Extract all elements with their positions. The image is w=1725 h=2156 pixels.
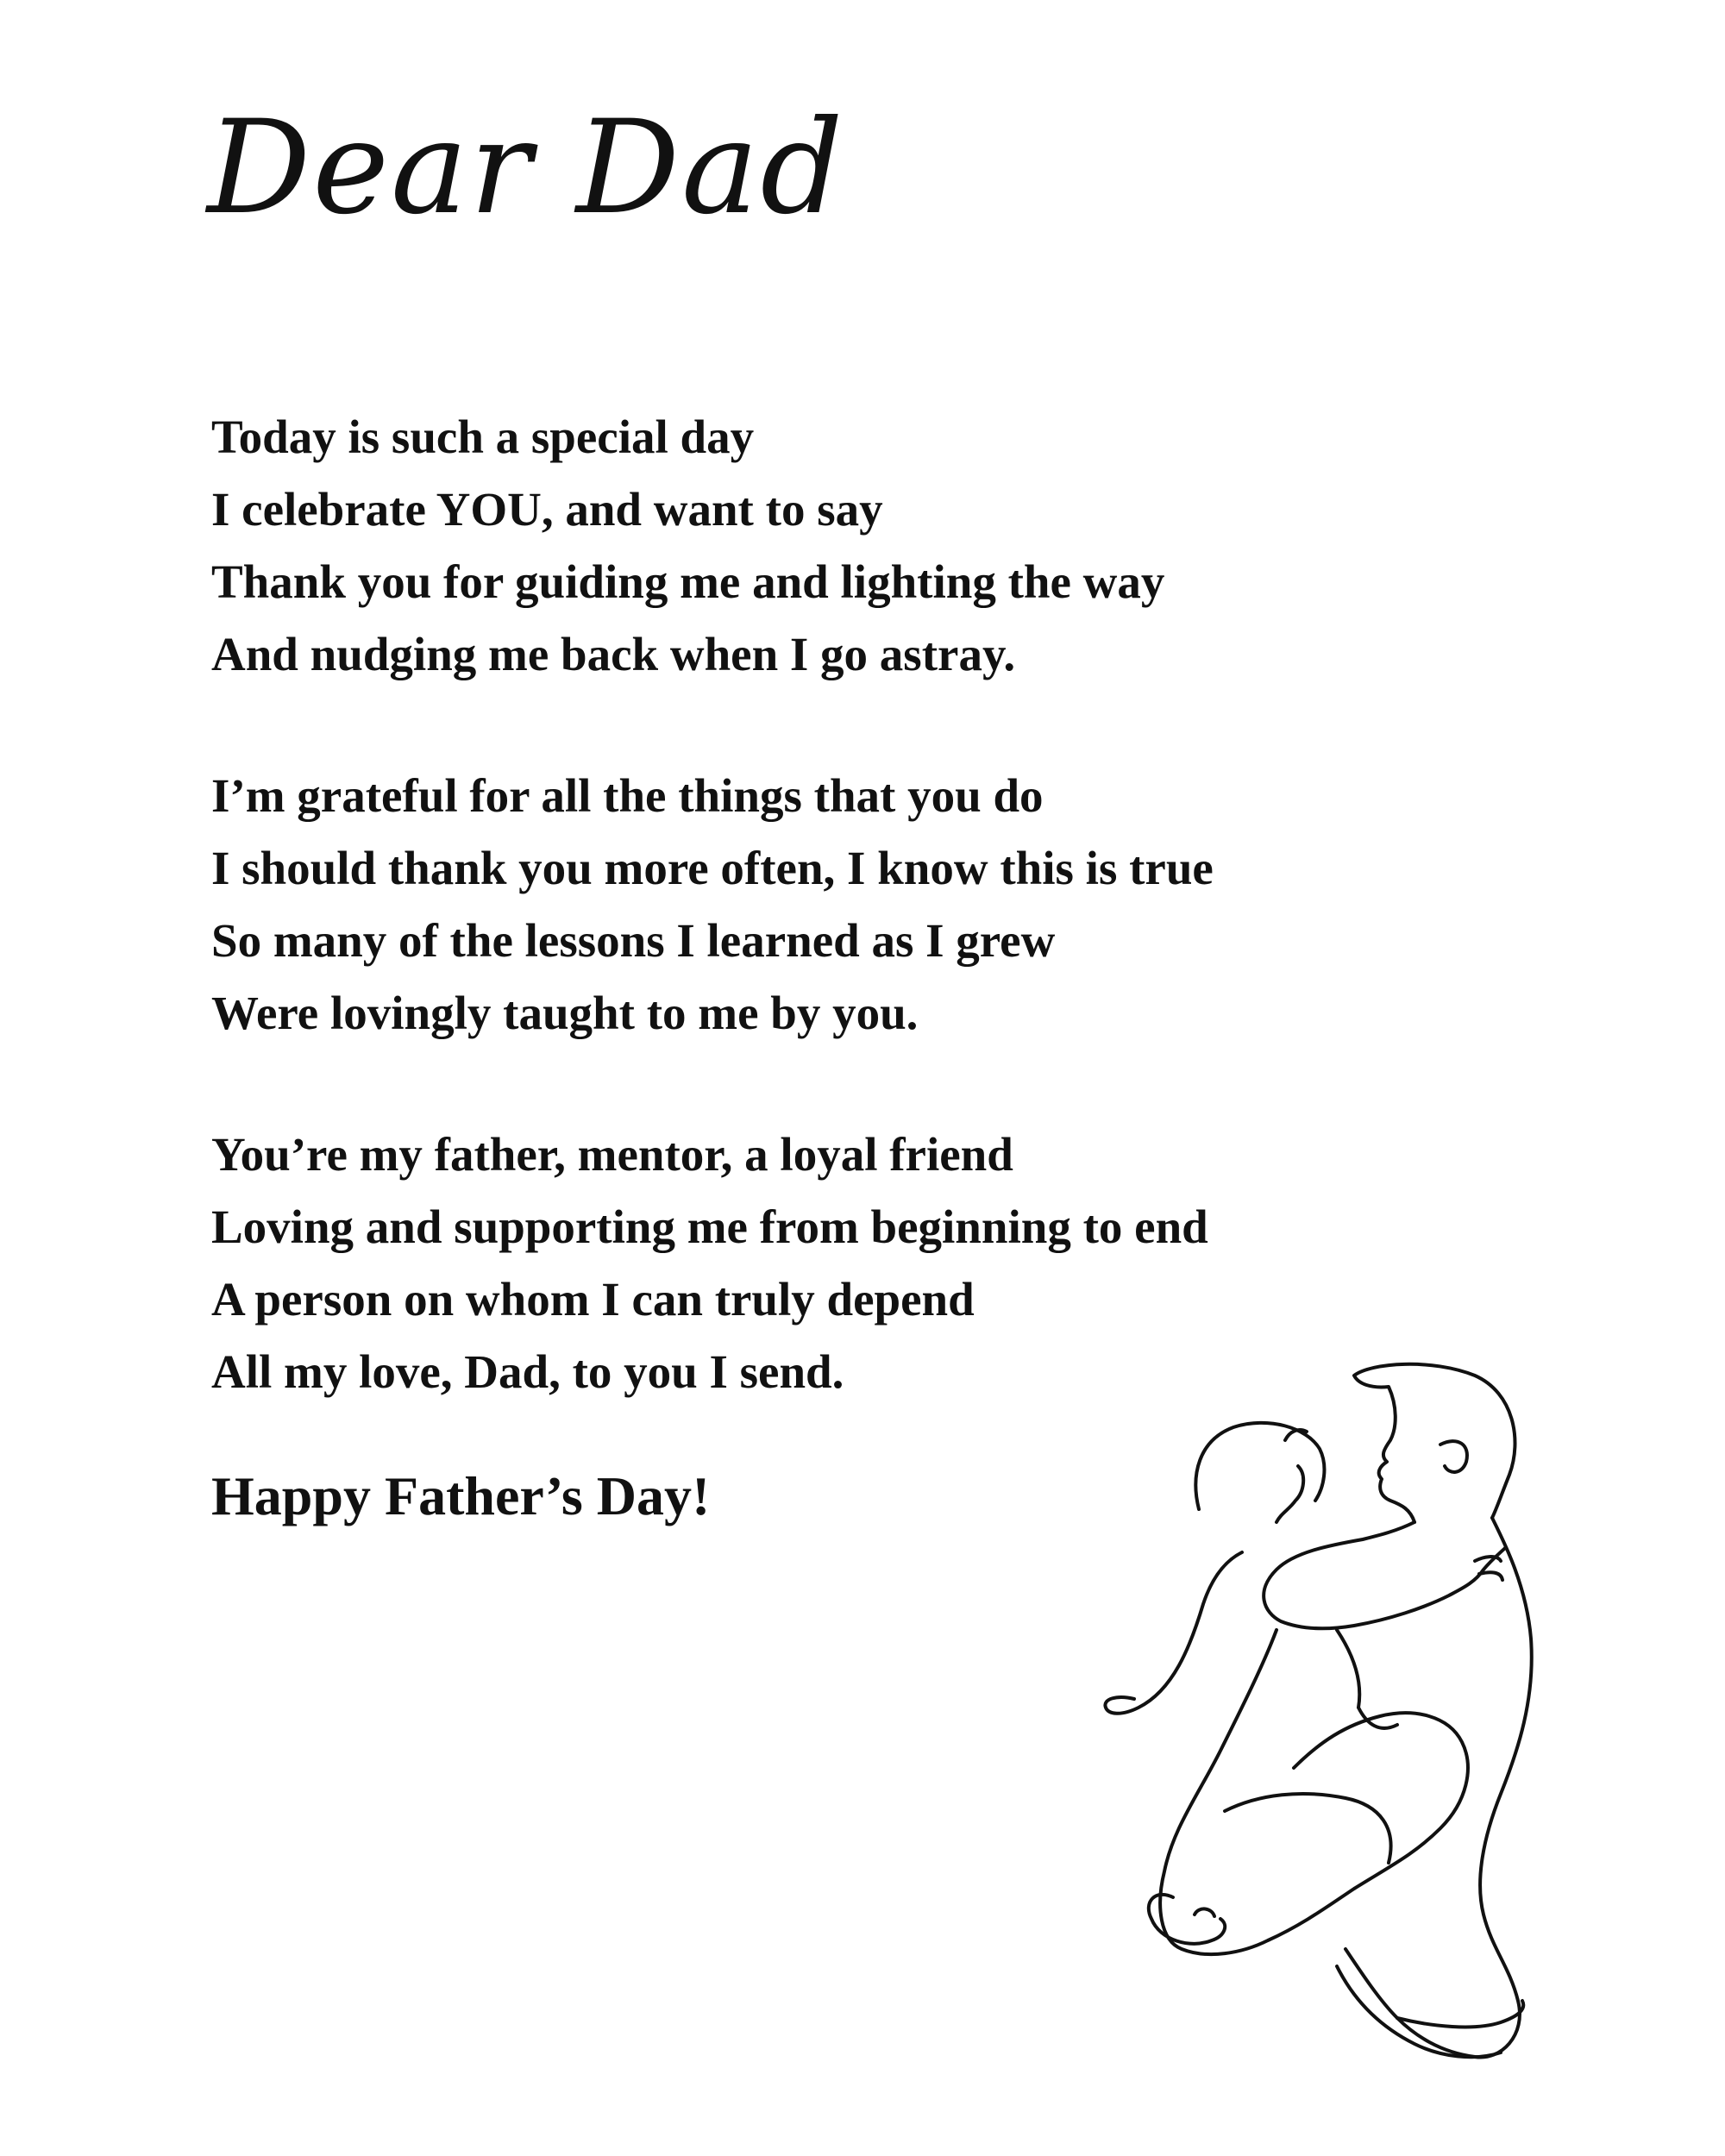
father-head [1354,1364,1515,1522]
poem-line: So many of the lessons I learned as I grew [211,914,1056,967]
stanza-1 [211,401,1376,691]
poem-line: I celebrate YOU, and want to say [211,483,883,536]
child-body [1160,1630,1468,1954]
poem-line: You’re my father, mentor, a loyal friend [211,1128,1013,1181]
child-arm [1149,1630,1397,1944]
poem-line: Thank you for guiding me and lighting the way [211,555,1165,608]
poem-line: Today is such a special day [211,411,755,463]
poem-line: Loving and supporting me from beginning to end [211,1200,1208,1253]
poem-line: A person on whom I can truly depend [211,1273,975,1326]
page-title: Dear Dad [207,93,845,243]
father-hugging-child-line-art-icon [1070,1345,1604,2078]
poem-line: And nudging me back when I go astray. [211,628,1016,680]
poem-line: Were lovingly taught to me by you. [211,987,919,1039]
poem-line: I’m grateful for all the things that you do [211,769,1044,822]
legs [1225,1794,1523,2057]
closing-greeting: Happy Father’s Day! [211,1465,711,1526]
poem-line: All my love, Dad, to you I send. [211,1345,844,1398]
stanza-2 [211,760,1376,1050]
poem-line: I should thank you more often, I know this is true [211,842,1214,894]
father-arm [1264,1522,1505,1628]
child-head [1105,1423,1324,1714]
